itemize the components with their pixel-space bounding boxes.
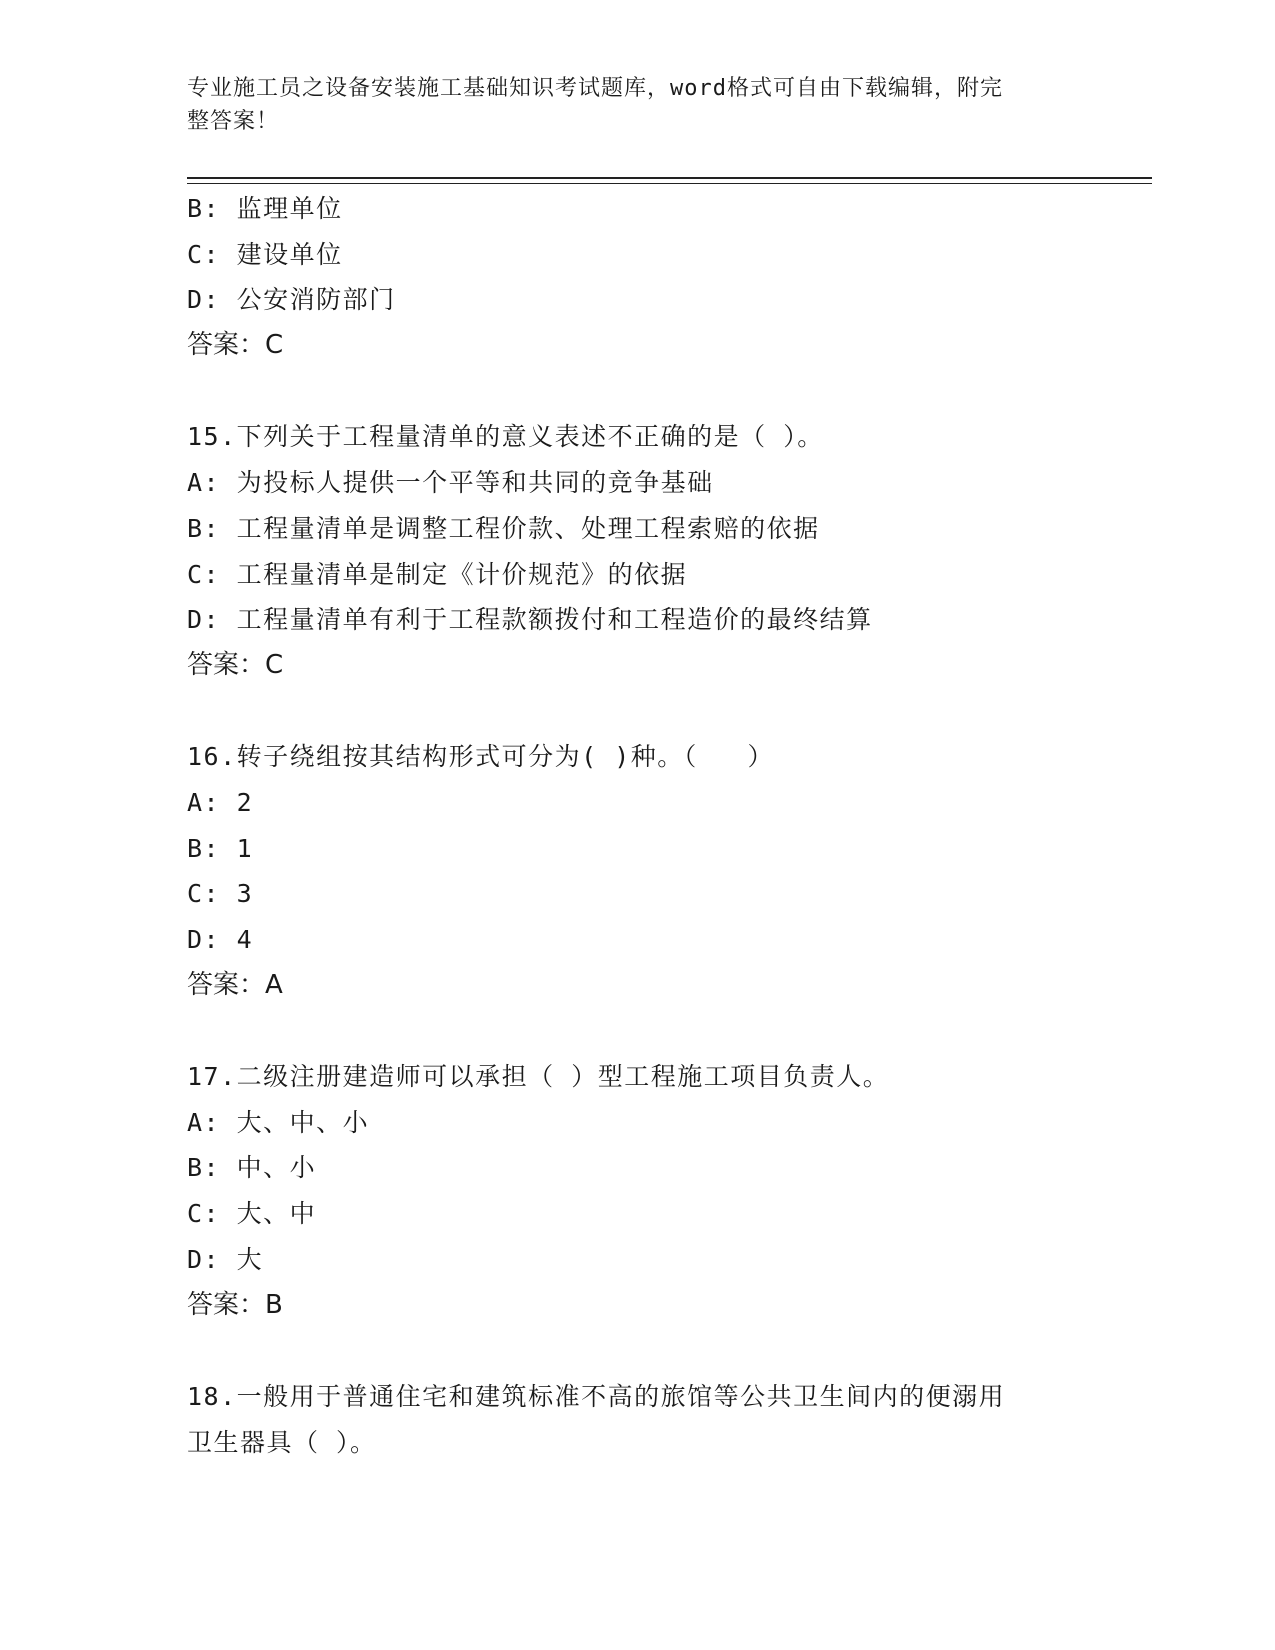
question-17 xyxy=(187,1054,1127,1328)
option-d: D: 4 xyxy=(187,925,254,954)
option-c: C: 3 xyxy=(187,879,254,909)
option-d: D: 大 xyxy=(187,1244,264,1274)
option-d: D: 工程量清单有利于工程款额拨付和工程造价的最终结算 xyxy=(187,605,873,635)
option-c: C: 大、中 xyxy=(187,1199,317,1229)
question-stem-line-2: 卫生器具（ ）。 xyxy=(187,1427,377,1457)
header-title-line-1: 专业施工员之设备安装施工基础知识考试题库，word格式可自由下载编辑，附完 xyxy=(187,76,1003,101)
question-14-continued xyxy=(187,186,1127,369)
header-divider-thin xyxy=(187,183,1152,184)
option-c: C: 建设单位 xyxy=(187,239,343,269)
option-b: B: 监理单位 xyxy=(187,194,343,223)
option-a: A: 为投标人提供一个平等和共同的竞争基础 xyxy=(187,468,714,498)
option-a: A: 2 xyxy=(187,787,254,817)
option-d: D: 公安消防部门 xyxy=(187,285,396,315)
question-list xyxy=(187,186,1127,1465)
question-stem: 15.下列关于工程量清单的意义表述不正确的是（ ）。 xyxy=(187,422,824,452)
question-15 xyxy=(187,414,1127,688)
option-b: B: 1 xyxy=(187,833,254,863)
answer-line: 答案：B xyxy=(187,1289,283,1320)
document-header xyxy=(187,72,1067,138)
answer-line: 答案：C xyxy=(187,330,284,361)
question-16 xyxy=(187,734,1127,1008)
header-title-line-2: 整答案！ xyxy=(187,109,280,134)
option-b: B: 工程量清单是调整工程价款、处理工程索赔的依据 xyxy=(187,513,820,543)
question-18 xyxy=(187,1374,1127,1465)
option-a: A: 大、中、小 xyxy=(187,1107,370,1137)
answer-line: 答案：A xyxy=(187,969,283,1000)
answer-line: 答案：C xyxy=(187,649,284,680)
option-c: C: 工程量清单是制定《计价规范》的依据 xyxy=(187,559,688,589)
question-stem-line-1: 18.一般用于普通住宅和建筑标准不高的旅馆等公共卫生间内的便溺用 xyxy=(187,1381,1006,1411)
option-b: B: 中、小 xyxy=(187,1153,317,1183)
header-divider-thick xyxy=(187,177,1152,179)
question-stem: 16.转子绕组按其结构形式可分为( )种。（ ） xyxy=(187,742,774,772)
question-stem: 17.二级注册建造师可以承担（ ）型工程施工项目负责人。 xyxy=(187,1062,890,1092)
